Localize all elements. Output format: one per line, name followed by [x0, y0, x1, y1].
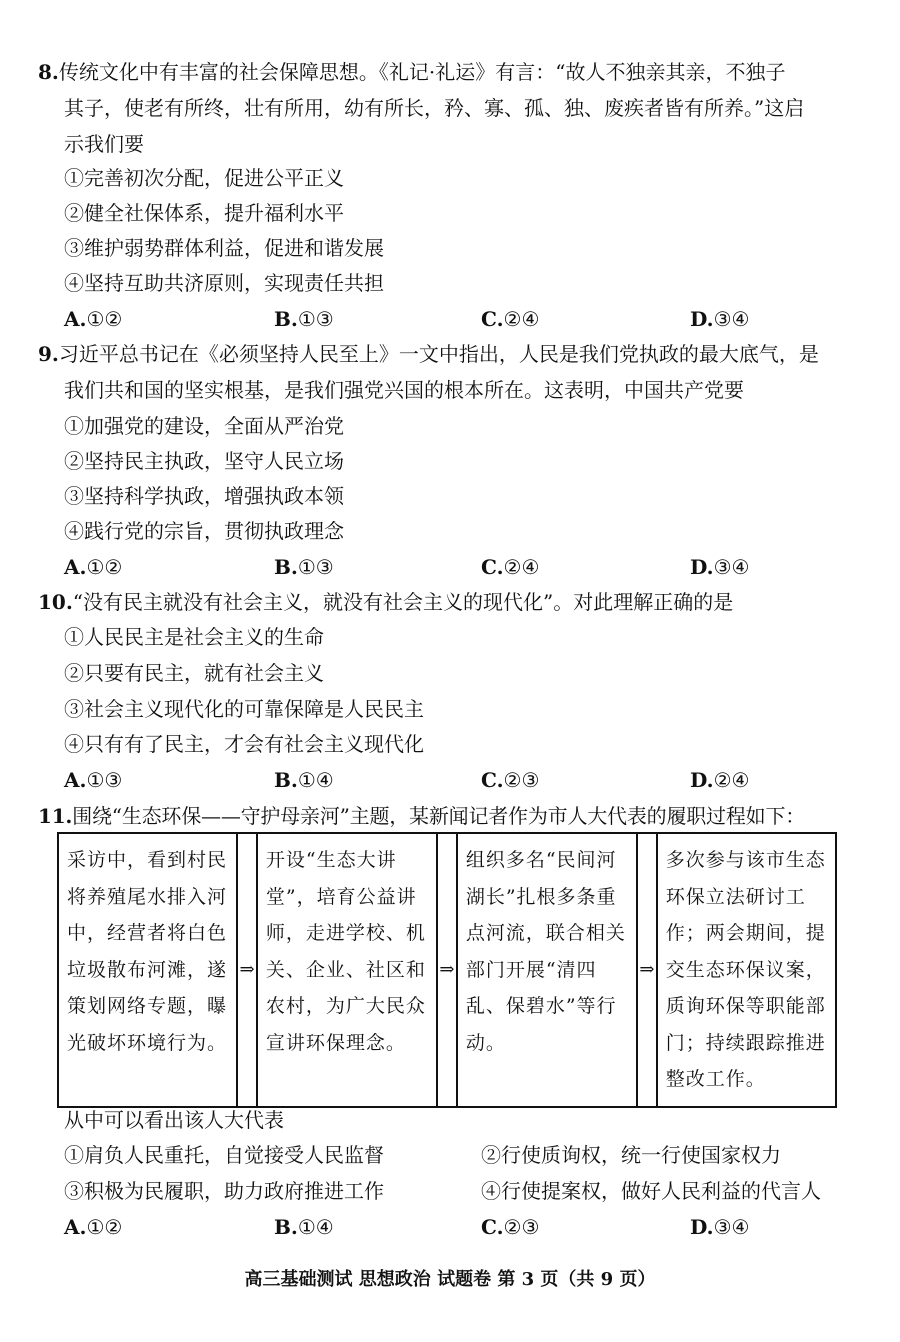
q11-option-a[interactable] [64, 1213, 122, 1241]
option-letter: B. [274, 555, 298, 579]
q11-option-b[interactable] [274, 1213, 334, 1241]
option-value: ①④ [297, 768, 334, 792]
arrow-right-icon: ⇒ [637, 833, 657, 1107]
option-letter: C. [481, 307, 504, 331]
q8-number: 8. [38, 60, 59, 84]
q9-option-c[interactable] [481, 553, 539, 581]
q9-stem-line2: 我们共和国的坚实根基，是我们强党兴国的根本所在。这表明，中国共产党要 [64, 378, 744, 402]
q8-option-a[interactable] [64, 305, 122, 333]
q8-item-4: ④坚持互助共济原则，实现责任共担 [64, 271, 384, 295]
option-letter: A. [64, 1215, 87, 1239]
q10-number: 10. [38, 590, 73, 614]
q10-option-c[interactable] [481, 766, 539, 794]
option-value: ①③ [297, 555, 334, 579]
q10-option-a[interactable] [64, 766, 122, 794]
process-step-1: 采访中，看到村民将养殖尾水排入河中，经营者将白色垃圾散布河滩，遂策划网络专题，曝光破坏环境行为。 [58, 833, 237, 1107]
q8-option-b[interactable] [274, 305, 334, 333]
option-value: ③④ [713, 307, 750, 331]
option-letter: B. [274, 307, 298, 331]
option-value: ③④ [713, 1215, 750, 1239]
q10-item-2: ②只要有民主，就有社会主义 [64, 661, 324, 685]
q11-stem-line1 [38, 802, 805, 830]
q11-number: 11. [38, 804, 73, 828]
q10-text-1: “没有民主就没有社会主义，就没有社会主义的现代化”。对此理解正确的是 [72, 590, 734, 614]
option-value: ①③ [297, 307, 334, 331]
q10-item-1: ①人民民主是社会主义的生命 [64, 625, 324, 649]
q9-option-a[interactable] [64, 553, 122, 581]
q10-item-3: ③社会主义现代化的可靠保障是人民民主 [64, 697, 424, 721]
option-value: ②④ [503, 555, 540, 579]
process-step-2: 开设“生态大讲堂”，培育公益讲师，走进学校、机关、企业、社区和农村，为广大民众宣讲环保理念。 [257, 833, 437, 1107]
q10-stem-line1 [38, 588, 733, 616]
q8-text-1: 传统文化中有丰富的社会保障思想。《礼记·礼运》有言：“故人不独亲其亲，不独子 [58, 60, 786, 84]
q11-option-c[interactable] [481, 1213, 539, 1241]
q11-item-4: ④行使提案权，做好人民利益的代言人 [481, 1179, 821, 1203]
q8-stem-line2: 其子，使老有所终，壮有所用，幼有所长，矜、寡、孤、独、废疾者皆有所养。”这启 [64, 96, 805, 120]
option-letter: C. [481, 555, 504, 579]
q8-item-1: ①完善初次分配，促进公平正义 [64, 166, 344, 190]
arrow-right-icon: ⇒ [437, 833, 457, 1107]
option-letter: D. [690, 1215, 714, 1239]
q11-process-table [57, 832, 837, 1108]
q10-item-4: ④只有有了民主，才会有社会主义现代化 [64, 732, 424, 756]
q9-item-2: ②坚持民主执政，坚守人民立场 [64, 449, 344, 473]
q11-text-1: 围绕“生态环保——守护母亲河”主题，某新闻记者作为市人大代表的履职过程如下： [72, 804, 806, 828]
q10-option-b[interactable] [274, 766, 334, 794]
q9-text-1: 习近平总书记在《必须坚持人民至上》一文中指出，人民是我们党执政的最大底气，是 [58, 342, 819, 366]
option-value: ①③ [86, 768, 123, 792]
option-value: ②③ [503, 1215, 540, 1239]
option-value: ①② [86, 555, 123, 579]
q8-option-c[interactable] [481, 305, 539, 333]
arrow-right-icon: ⇒ [237, 833, 257, 1107]
option-value: ①④ [297, 1215, 334, 1239]
option-value: ②④ [503, 307, 540, 331]
option-value: ②③ [503, 768, 540, 792]
option-letter: A. [64, 555, 87, 579]
option-letter: A. [64, 307, 87, 331]
q9-item-3: ③坚持科学执政，增强执政本领 [64, 484, 344, 508]
option-letter: B. [274, 1215, 298, 1239]
q9-number: 9. [38, 342, 59, 366]
option-letter: B. [274, 768, 298, 792]
q11-item-2: ②行使质询权，统一行使国家权力 [481, 1143, 781, 1167]
q8-option-d[interactable] [690, 305, 749, 333]
q9-option-d[interactable] [690, 553, 749, 581]
option-letter: A. [64, 768, 87, 792]
page-footer: 高三基础测试 思想政治 试题卷 第 3 页（共 9 页） [244, 1269, 656, 1290]
option-letter: D. [690, 307, 714, 331]
q8-stem-line3: 示我们要 [64, 132, 144, 156]
q9-option-b[interactable] [274, 553, 334, 581]
option-value: ②④ [713, 768, 750, 792]
option-value: ③④ [713, 555, 750, 579]
q8-item-2: ②健全社保体系，提升福利水平 [64, 201, 344, 225]
q11-option-d[interactable] [690, 1213, 749, 1241]
q9-item-1: ①加强党的建设，全面从严治党 [64, 414, 344, 438]
q11-item-3: ③积极为民履职，助力政府推进工作 [64, 1179, 384, 1203]
option-value: ①② [86, 1215, 123, 1239]
q9-stem-line1 [38, 340, 819, 368]
q9-item-4: ④践行党的宗旨，贯彻执政理念 [64, 519, 344, 543]
option-value: ①② [86, 307, 123, 331]
q10-option-d[interactable] [690, 766, 749, 794]
q8-item-3: ③维护弱势群体利益，促进和谐发展 [64, 236, 384, 260]
q8-stem-line1 [38, 58, 785, 86]
option-letter: D. [690, 768, 714, 792]
process-step-4: 多次参与该市生态环保立法研讨工作；两会期间，提交生态环保议案，质询环保等职能部门；持续跟踪推进整改工作。 [657, 833, 836, 1107]
q11-lead: 从中可以看出该人大代表 [64, 1108, 284, 1132]
q11-item-1: ①肩负人民重托，自觉接受人民监督 [64, 1143, 384, 1167]
option-letter: C. [481, 768, 504, 792]
option-letter: D. [690, 555, 714, 579]
process-step-3: 组织多名“民间河湖长”扎根多条重点河流，联合相关部门开展“清四乱、保碧水”等行动。 [457, 833, 637, 1107]
option-letter: C. [481, 1215, 504, 1239]
